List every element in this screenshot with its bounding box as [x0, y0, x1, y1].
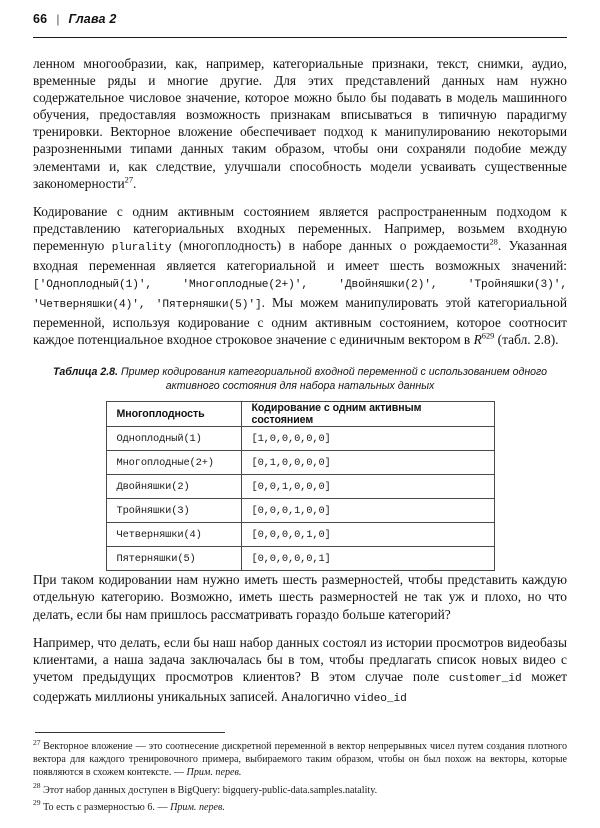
cell-category: Тройняшки(3): [106, 499, 241, 523]
paragraph-2-text-b: (многоплодность) в наборе данных о рождаемости: [171, 237, 490, 253]
paragraph-continuation: [33, 55, 567, 192]
paragraph-4-text-a: Например, что делать, если бы наш набор данных состоял из истории просмотров видеобазы клиентами, а наша задача заключалась бы в том, чтобы предлагать список новых видео с учетом предыдущих просмотров клиентов? В этом случае поле: [33, 634, 567, 684]
table-row: [106, 523, 494, 547]
footnote-27: [33, 737, 567, 780]
cell-category: Пятерняшки(5): [106, 547, 241, 571]
table-row: [106, 547, 494, 571]
footnote-29-attribution: Прим. перев.: [170, 801, 225, 813]
paragraph-2-text-d: . Мы можем манипулировать этой категориальной переменной, используя кодирование с одним активным состоянием, которое соотносит каждое потенциальное входное строковое значение с единичным вектором в: [33, 295, 567, 348]
cell-category: Четверняшки(4): [106, 523, 241, 547]
one-hot-encoding-table: [106, 401, 495, 571]
cell-category: Одноплодный(1): [106, 427, 241, 451]
footnote-marker-29: 29: [33, 798, 41, 808]
footnote-27-attribution: Прим. перев.: [186, 767, 242, 779]
footnote-ref-29: 29: [485, 331, 495, 341]
cell-vector: [0,1,0,0,0,0]: [241, 451, 494, 475]
chapter-title: Глава 2: [68, 12, 117, 26]
code-plurality-values: ['Одноплодный(1)', 'Многоплодные(2+)', 'Двойняшки(2)', 'Тройняшки(3)', 'Четверняшки(4)', 'Пятерняшки(5)']: [33, 279, 567, 312]
footnote-marker-28: 28: [33, 781, 41, 791]
table-caption-text: Пример кодирования категориальной входной переменной с использованием одного активного состояния для набора натальных данных: [118, 365, 548, 392]
header-separator: |: [56, 12, 60, 26]
page-body: [33, 38, 567, 708]
cell-category: Многоплодные(2+): [106, 451, 241, 475]
cell-vector: [1,0,0,0,0,0]: [241, 427, 494, 451]
paragraph-dimensions: При таком кодировании нам нужно иметь шесть размерностей, чтобы представить каждую отдельную категорию. Возможно, иметь шесть размерностей не так уж и плохо, но что делать, если бы нам пришлось рассматривать гораздо больше категорий?: [33, 572, 567, 622]
paragraph-2-text-c: . Указанная входная переменная является категориальной и имеет шесть возможных значений:: [33, 237, 568, 274]
table-row: [106, 451, 494, 475]
math-exponent-6: 6: [481, 331, 486, 341]
paragraph-video-example: [33, 634, 567, 708]
code-video-id: video_id: [353, 692, 407, 705]
cell-category: Двойняшки(2): [106, 475, 241, 499]
table-caption-label: Таблица 2.8.: [52, 365, 118, 378]
cell-vector: [0,0,0,0,0,1]: [241, 547, 494, 571]
page-number: 66: [33, 12, 48, 26]
footnote-ref-27: 27: [124, 175, 134, 185]
footnote-separator-rule: [35, 732, 225, 733]
paragraph-1-text: ленном многообразии, как, например, категориальные признаки, текст, снимки, аудио, временные ряды и многие другие. Для этих представлений данных нам нужно содержательное числовое значение, которое можно было бы подавать в модель машинного обучения, предоставляя возможность признакам вписываться в типичную парадигму тренировки. Векторное вложение обеспечивает подход к манипулированию некоторыми разрозненными типами данных таким образом, чтобы они сохраняли подобие между элементами и, как следствие, улучшали способность модели усваивать существенные закономерности: [33, 56, 567, 191]
table-row: [106, 499, 494, 523]
table-row: [106, 475, 494, 499]
footnote-29: [33, 798, 567, 814]
paragraph-4-text-b: может содержать миллионы уникальных записей. Аналогично: [33, 668, 567, 704]
paragraph-2-text-e: (табл. 2.8).: [494, 332, 559, 348]
code-customer-id: customer_id: [448, 672, 522, 685]
paragraph-2-text-a: Кодирование с одним активным состоянием является распространенным подходом к представлению категориальных входных переменных. Например, возьмем входную переменную: [33, 203, 567, 253]
code-plurality: plurality: [111, 241, 172, 254]
footnote-marker-27: 27: [33, 737, 41, 747]
footnote-27-text: Векторное вложение — это соотнесение дискретной переменной в вектор непрерывных чисел путем создания плотного вектора для каждого тренировочного примера, выбираемого таким образом, чтобы он был похож на векторы, которые появляются в схожем контексте. —: [33, 740, 567, 779]
column-header-plurality: Многоплодность: [106, 402, 241, 427]
footnote-28-text: Этот набор данных доступен в BigQuery: bigquery-public-data.samples.natality.: [43, 784, 378, 796]
footnotes-section: [33, 732, 567, 814]
math-symbol-r: R: [473, 332, 482, 348]
table-row: [106, 427, 494, 451]
cell-vector: [0,0,0,0,1,0]: [241, 523, 494, 547]
cell-vector: [0,0,0,1,0,0]: [241, 499, 494, 523]
table-block: [33, 365, 567, 572]
footnote-29-text: То есть с размерностью 6. —: [43, 801, 171, 813]
paragraph-1-tail: .: [133, 175, 137, 191]
cell-vector: [0,0,1,0,0,0]: [241, 475, 494, 499]
footnote-ref-28: 28: [489, 237, 498, 247]
table-caption: [51, 365, 549, 394]
column-header-encoding: Кодирование с одним активным состоянием: [241, 402, 494, 427]
table-header-row: [106, 402, 494, 427]
footnote-28: [33, 781, 567, 797]
running-head: [33, 0, 567, 34]
paragraph-one-hot-intro: [33, 203, 567, 349]
